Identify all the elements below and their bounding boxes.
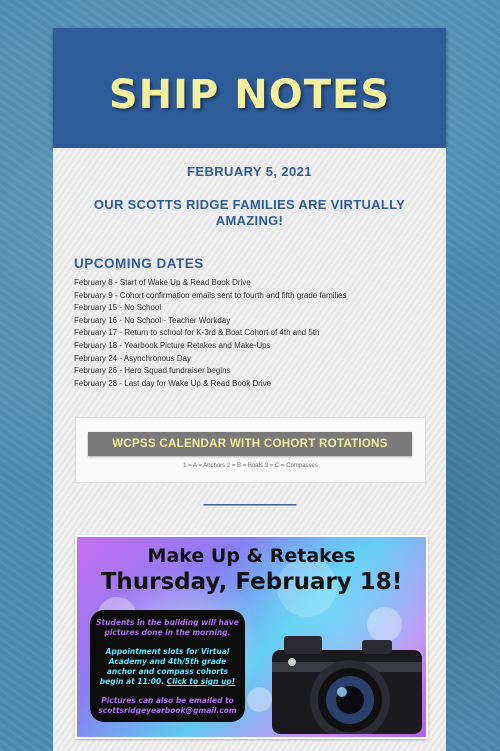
flyer-heading: Make Up & Retakes xyxy=(147,545,356,567)
calendar-card xyxy=(75,417,426,483)
flyer-info-box xyxy=(90,610,245,722)
section-divider: ------------------------------- xyxy=(203,497,296,511)
flyer-date: Thursday, February 18! xyxy=(100,569,403,595)
newsletter-content xyxy=(53,148,446,751)
event-item: February 26 - Hero Squad fundraiser begins xyxy=(74,366,231,376)
flyer-email-note: Pictures can also be emailed to scottsridgeyearbook@gmail.com xyxy=(98,696,237,715)
upcoming-dates-list xyxy=(74,277,347,390)
event-item: February 24 - Asynchronous Day xyxy=(74,353,191,363)
event-item: February 18 - Yearbook Picture Retakes and Make-Ups xyxy=(74,340,271,350)
event-item: February 9 - Cohort confirmation emails sent to fourth and fifth grade families xyxy=(74,290,347,300)
event-item: February 16 - No School - Teacher Workday xyxy=(74,315,231,325)
flyer-morning-note: Students in the building will have pictures done in the morning. xyxy=(96,618,239,637)
headline: OUR SCOTTS RIDGE FAMILIES ARE VIRTUALLY AMAZING! xyxy=(93,197,406,228)
camera-icon xyxy=(262,622,422,734)
retakes-flyer-image[interactable] xyxy=(75,535,428,739)
cohort-legend-note: 1 = A = Anchors 2 = B = Boats 3 = C = Compasses xyxy=(183,463,318,469)
sign-up-link[interactable]: Click to sign up! xyxy=(166,677,236,686)
newsletter-header xyxy=(53,28,446,148)
calendar-cohort-button[interactable]: WCPSS CALENDAR WITH COHORT ROTATIONS xyxy=(88,432,412,456)
event-item: February 15 - No School xyxy=(74,303,162,313)
newsletter-title: SHIP NOTES xyxy=(108,72,391,118)
issue-date: FEBRUARY 5, 2021 xyxy=(187,164,312,179)
event-item: February 8 - Start of Wake Up & Read Book Drive xyxy=(74,278,251,287)
flyer-appointment-text: Appointment slots for Virtual Academy and 4th/5th grade anchor and compass cohorts begin at 11:00. xyxy=(99,647,230,686)
event-item: February 28 - Last day for Wake Up & Read Book Drive xyxy=(74,378,272,388)
upcoming-dates-heading: UPCOMING DATES xyxy=(74,256,204,271)
event-item: February 17 - Return to school for K-3rd & Boat Cohort of 4th and 5th xyxy=(74,328,320,338)
flyer-appointment-note xyxy=(96,647,239,687)
